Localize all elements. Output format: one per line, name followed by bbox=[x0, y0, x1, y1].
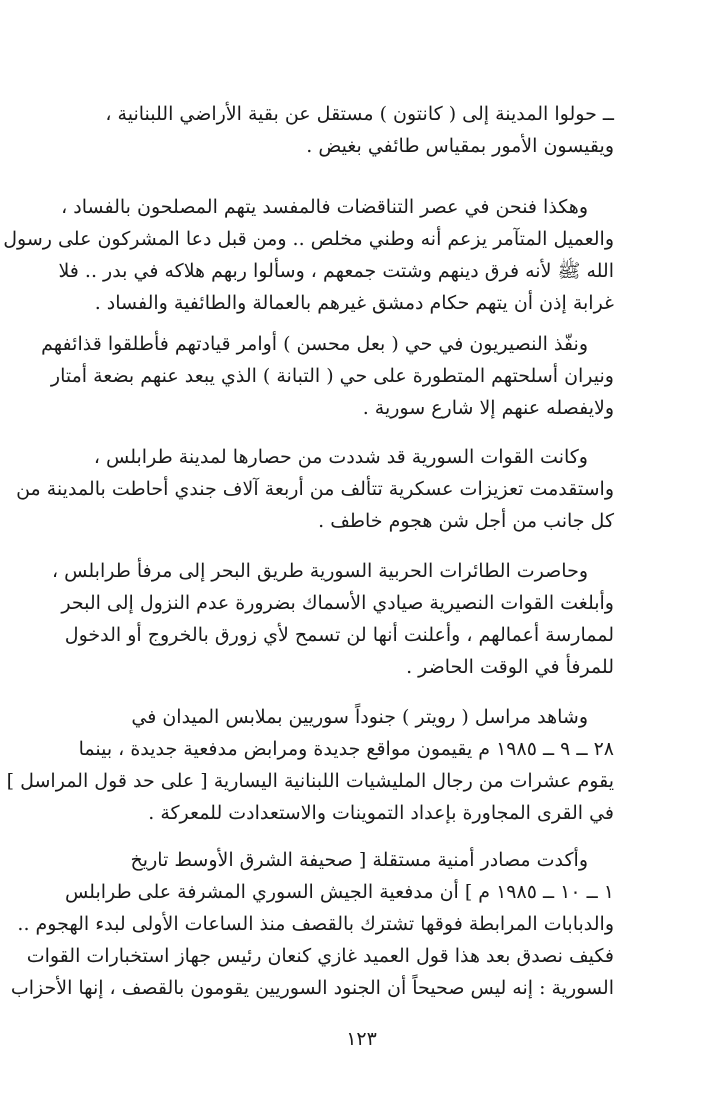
text-line: ونيران أسلحتهم المتطورة على حي ( التبانة ) الذي يبعد عنهم بضعة أمتار bbox=[50, 365, 614, 387]
text-line: ١ ــ ١٠ ــ ١٩٨٥ م ] أن مدفعية الجيش السوري المشرفة على طرابلس bbox=[64, 881, 614, 903]
text-line: وكانت القوات السورية قد شددت من حصارها لمدينة طرابلس ، bbox=[93, 446, 588, 468]
text-line: والعميل المتآمر يزعم أنه وطني مخلص .. ومن قبل دعا المشركون على رسول bbox=[3, 228, 614, 250]
text-line: للمرفأ في الوقت الحاضر . bbox=[406, 656, 614, 678]
paragraph-4 bbox=[16, 441, 614, 537]
text-line: وأكدت مصادر أمنية مستقلة [ صحيفة الشرق الأوسط تاريخ bbox=[130, 849, 588, 871]
paragraph-2 bbox=[3, 191, 614, 319]
text-line: ويقيسون الأمور بمقياس طائفي بغيض . bbox=[306, 135, 614, 157]
paragraph-1 bbox=[105, 98, 614, 162]
text-line: ــ حولوا المدينة إلى ( كانتون ) مستقل عن بقية الأراضي اللبنانية ، bbox=[105, 103, 614, 125]
text-line: كل جانب من أجل شن هجوم خاطف . bbox=[318, 510, 614, 532]
paragraph-7 bbox=[10, 844, 614, 1004]
text-line: وهكذا فنحن في عصر التناقضات فالمفسد يتهم المصلحون بالفساد ، bbox=[61, 196, 588, 218]
text-line: غرابة إذن أن يتهم حكام دمشق غيرهم بالعمالة والطائفية والفساد . bbox=[94, 292, 614, 314]
page-number: ١٢٣ bbox=[346, 1028, 377, 1050]
text-line: واستقدمت تعزيزات عسكرية تتألف من أربعة آلاف جندي أحاطت بالمدينة من bbox=[16, 478, 614, 500]
text-line: لممارسة أعمالهم ، وأعلنت أنها لن تسمح لأي زورق بالخروج أو الدخول bbox=[64, 624, 614, 646]
text-line: فكيف نصدق بعد هذا قول العميد غازي كنعان رئيس جهاز استخبارات القوات bbox=[26, 945, 614, 967]
text-line: وحاصرت الطائرات الحربية السورية طريق البحر إلى مرفأ طرابلس ، bbox=[52, 560, 588, 582]
text-line: وأبلغت القوات النصيرية صيادي الأسماك بضرورة عدم النزول إلى البحر bbox=[61, 592, 614, 614]
text-line: في القرى المجاورة بإعداد التموينات والاستعدادت للمعركة . bbox=[148, 802, 614, 824]
text-line: ونفّذ النصيريون في حي ( بعل محسن ) أوامر قيادتهم فأطلقوا قذائفهم bbox=[41, 333, 588, 355]
text-line: الله ﷺ لأنه فرق دينهم وشتت جمعهم ، وسألوا ربهم هلاكه في بدر .. فلا bbox=[58, 260, 614, 282]
paragraph-5 bbox=[52, 555, 614, 683]
text-line: وشاهد مراسل ( رويتر ) جنوداً سوريين بملابس الميدان في bbox=[131, 706, 588, 728]
text-line: والدبابات المرابطة فوقها تشترك بالقصف منذ الساعات الأولى لبدء الهجوم .. bbox=[17, 913, 614, 935]
text-line: ولايفصله عنهم إلا شارع سورية . bbox=[362, 397, 614, 419]
text-line: السورية : إنه ليس صحيحاً أن الجنود السوريين يقومون بالقصف ، إنها الأحزاب bbox=[10, 977, 614, 999]
paragraph-3 bbox=[41, 328, 614, 424]
text-line: ٢٨ ــ ٩ ــ ١٩٨٥ م يقيمون مواقع جديدة ومرابض مدفعية جديدة ، بينما bbox=[78, 738, 614, 760]
paragraph-6 bbox=[6, 701, 614, 829]
text-line: يقوم عشرات من رجال المليشيات اللبنانية اليسارية [ على حد قول المراسل ] bbox=[6, 770, 614, 792]
